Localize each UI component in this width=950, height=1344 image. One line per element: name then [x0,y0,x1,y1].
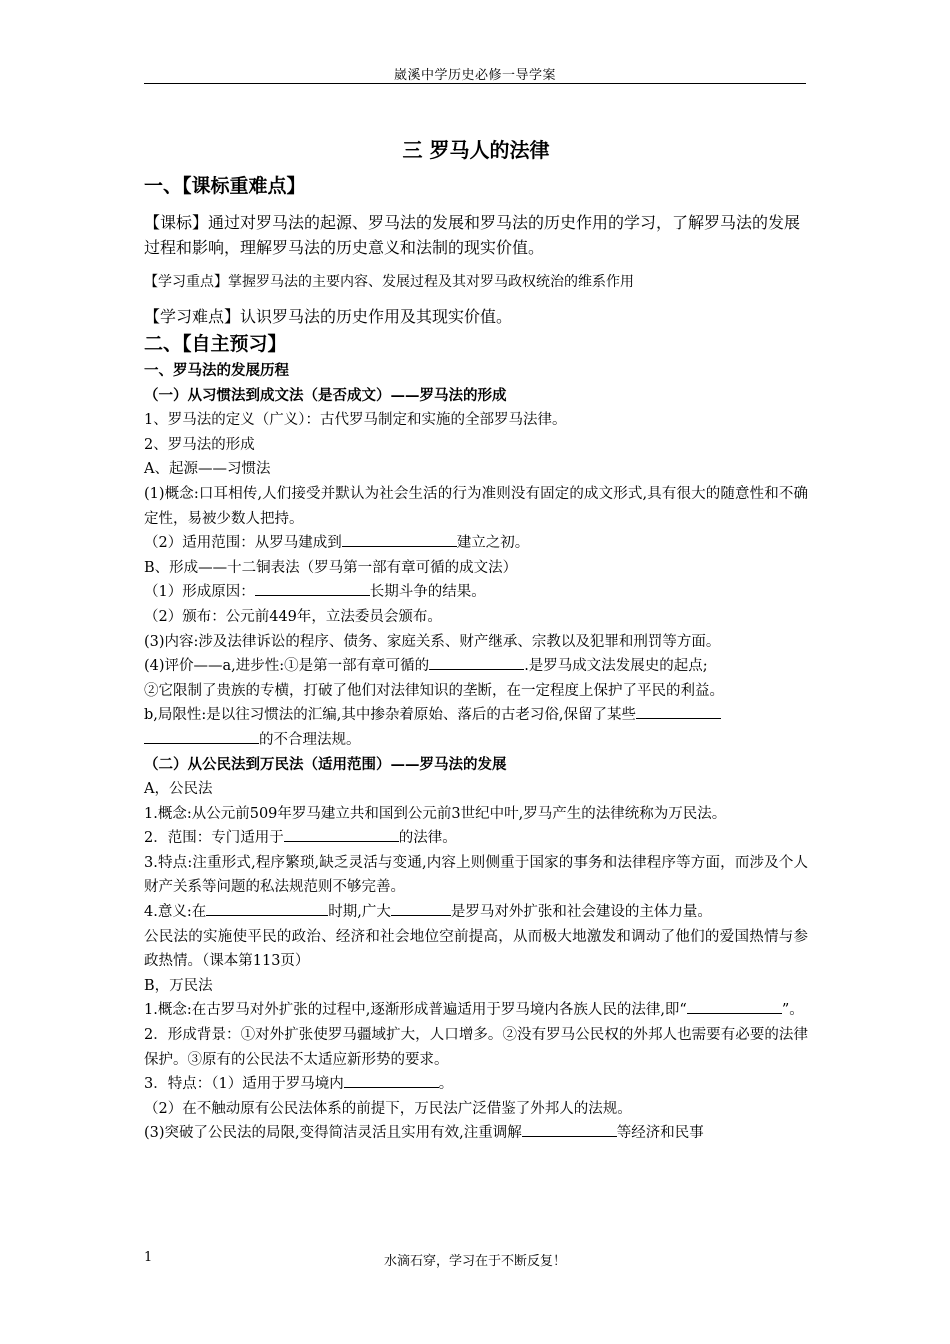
jus-concept-text: 1.概念:在古罗马对外扩张的过程中,逐渐形成普遍适用于罗马境内各族人民的法律,即“ [144,1002,687,1019]
cause-text: （1）形成原因： [144,584,255,601]
meaning-text: 4.意义:在 [144,904,207,921]
difficult-points-paragraph: 【学习难点】认识罗马法的历史作用及其现实价值。 [144,307,513,326]
section-heading-kebiao: 一、【课标重难点】 [144,175,306,197]
citizen-law-features: 3.特点:注重形式,程序繁琐,缺乏灵活与变通,内容上则侧重于国家的事务和法律程序等方面，而涉及个人财产关系等问题的私法规范则不够完善。 [144,854,808,896]
fill-blank[interactable] [342,532,457,547]
features-text: 3．特点：（1）适用于罗马境内 [144,1076,344,1093]
citizen-law-heading: A，公民法 [144,781,213,798]
feature3-text: (3)突破了公民法的局限,变得简洁灵活且实用有效,注重调解 [144,1125,522,1142]
content-line: (3)内容:涉及法律诉讼的程序、债务、家庭关系、财产继承、宗教以及犯罪和刑罚等方面。 [144,633,721,650]
meaning-text-mid: 时期,广大 [328,904,391,921]
cause-text-end: 长期斗争的结果。 [369,584,486,601]
scope-text-end: 建立之初。 [456,535,530,552]
jus-gentium-background: 2．形成背景：①对外扩张使罗马疆域扩大，人口增多。②没有罗马公民权的外邦人也需要有必要的法律保护。③原有的公民法不太适应新形势的要求。 [144,1027,808,1068]
evaluation-text: (4)评价——a,进步性:①是第一部有章可循的 [144,658,430,675]
formation-line: 2、罗马法的形成 [144,436,255,453]
feature3-text-end: 等经济和民事 [616,1125,704,1142]
promulgation-line: （2）颁布：公元前449年，立法委员会颁布。 [144,608,442,625]
limitation-text-end: 的不合理法规。 [259,731,361,748]
citizen-law-concept: 1.概念:从公元前509年罗马建立共和国到公元前3世纪中叶,罗马产生的法律统称为万民法。 [144,805,727,822]
definition-line: 1、罗马法的定义（广义）：古代罗马制定和实施的全部罗马法律。 [144,412,567,429]
section-heading-preview: 二、【自主预习】 [144,333,287,355]
page-header: 崴溪中学历史必修一导学案 [393,68,556,83]
origin-line: A、起源——习惯法 [144,461,271,478]
scope-line [144,531,808,556]
fill-blank[interactable] [206,901,328,916]
part2-title: （二）从公民法到万民法（适用范围）——罗马法的发展 [144,755,507,773]
subsection-heading: 一、罗马法的发展历程 [144,362,289,379]
citizen-scope-text-end: 的法律。 [398,830,457,847]
key-points-paragraph: 【学习重点】掌握罗马法的主要内容、发展过程及其对罗马政权统治的维系作用 [144,274,634,290]
evaluation-line-2: ②它限制了贵族的专横，打破了他们对法律知识的垄断，在一定程度上保护了平民的利益。 [144,682,724,699]
footer-motto: 水滴石穿，学习在于不断反复！ [383,1254,566,1269]
fill-blank[interactable] [284,827,399,842]
fill-blank[interactable] [429,655,524,670]
fill-blank[interactable] [687,999,782,1014]
evaluation-line [144,654,808,679]
fill-blank[interactable] [344,1073,439,1088]
meaning-text-end: 是罗马对外扩张和社会建设的主体力量。 [450,904,712,921]
scope-text: （2）适用范围：从罗马建成到 [144,535,342,552]
features-text-end: 。 [438,1076,454,1093]
citizen-law-effect: 公民法的实施使平民的政治、经济和社会地位空前提高，从而极大地激发和调动了他们的爱国热情与参政热情。（课本第113页） [144,928,808,970]
limitation-line-2 [144,728,808,753]
jus-gentium-feature-3 [144,1121,808,1146]
fill-blank[interactable] [522,1122,617,1137]
page-number: 1 [144,1250,153,1265]
citizen-law-scope [144,826,808,851]
concept-paragraph: (1)概念:口耳相传,人们接受并默认为社会生活的行为准则没有固定的成文形式,具有很大的随意性和不确定性，易被少数人把持。 [144,485,808,527]
evaluation-text-end: .是罗马成文法发展史的起点; [524,658,708,675]
cause-line [144,580,808,605]
kebiao-paragraph: 【课标】通过对罗马法的起源、罗马法的发展和罗马法的历史作用的学习，了解罗马法的发展过程和影响，理解罗马法的历史意义和法制的现实价值。 [144,213,801,257]
limitation-line [144,703,808,728]
twelve-tables-line: B、形成——十二铜表法（罗马第一部有章可循的成文法） [144,559,518,576]
jus-gentium-feature-2: （2）在不触动原有公民法体系的前提下，万民法广泛借鉴了外邦人的法规。 [144,1100,632,1117]
jus-concept-text-end: ”。 [781,1002,804,1019]
part1-title: （一）从习惯法到成文法（是否成文）——罗马法的形成 [144,386,507,404]
fill-blank[interactable] [255,581,370,596]
jus-gentium-heading: B，万民法 [144,977,213,994]
jus-gentium-concept [144,998,808,1023]
citizen-scope-text: 2．范围：专门适用于 [144,830,284,847]
page-title: 三 罗马人的法律 [402,138,550,162]
limitation-text: b,局限性:是以往习惯法的汇编,其中掺杂着原始、落后的古老习俗,保留了某些 [144,707,636,724]
fill-blank[interactable] [144,729,259,744]
fill-blank[interactable] [636,704,721,719]
citizen-law-meaning [144,900,808,925]
fill-blank[interactable] [391,901,451,916]
document-body [144,132,808,1146]
header-rule [144,83,806,84]
jus-gentium-features [144,1072,808,1097]
